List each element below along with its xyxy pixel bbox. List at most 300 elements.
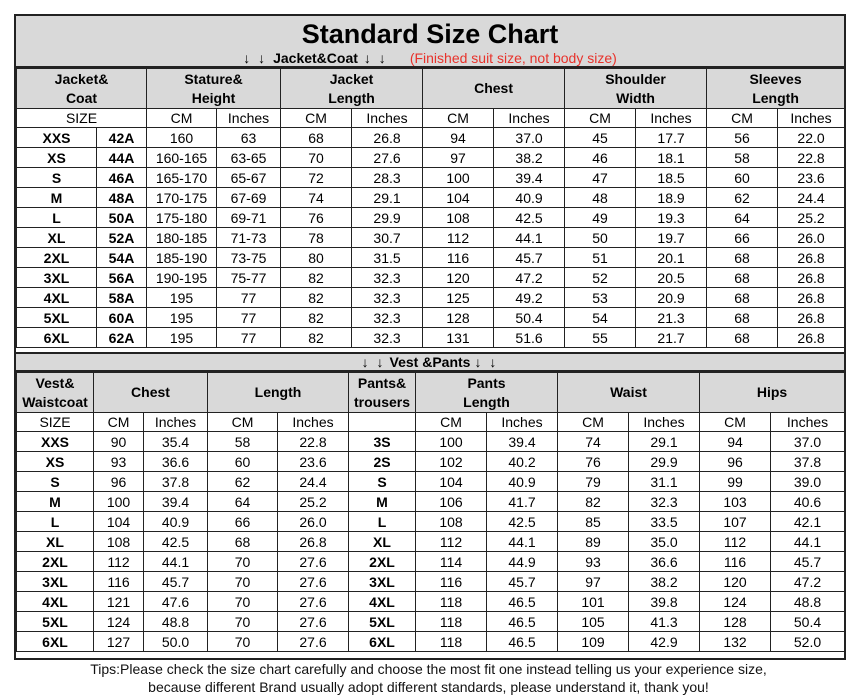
title-bar: [16, 16, 844, 68]
value-cell: 66: [208, 512, 278, 532]
size-code: 5XL: [349, 612, 416, 632]
value-cell: 82: [281, 288, 352, 308]
table-row: [17, 492, 845, 512]
value-cell: 31.5: [352, 248, 423, 268]
value-cell: 27.6: [278, 552, 349, 572]
value-cell: 37.0: [771, 432, 845, 452]
unit-inches: Inches: [636, 109, 707, 128]
value-cell: 68: [707, 328, 778, 348]
value-cell: 48: [565, 188, 636, 208]
value-cell: 108: [423, 208, 494, 228]
value-cell: 40.2: [487, 452, 558, 472]
value-cell: 160: [147, 128, 217, 148]
table-row: [17, 208, 845, 228]
size-code: XL: [17, 228, 97, 248]
value-cell: 66: [707, 228, 778, 248]
value-cell: 33.5: [629, 512, 700, 532]
value-cell: 21.7: [636, 328, 707, 348]
size-number: 54A: [97, 248, 147, 268]
value-cell: 131: [423, 328, 494, 348]
size-code: 2XL: [17, 248, 97, 268]
size-code: 2S: [349, 452, 416, 472]
size-code: 5XL: [17, 612, 94, 632]
value-cell: 62: [707, 188, 778, 208]
value-cell: 58: [707, 148, 778, 168]
value-cell: 64: [208, 492, 278, 512]
value-cell: 120: [700, 572, 771, 592]
value-cell: 26.8: [778, 288, 845, 308]
size-code: 2XL: [17, 552, 94, 572]
tips-line-2: because different Brand usually adopt different standards, please understand it, thank you!: [148, 679, 709, 695]
value-cell: 21.3: [636, 308, 707, 328]
value-cell: 89: [558, 532, 629, 552]
header-cell: Length: [208, 373, 349, 413]
value-cell: 65-67: [217, 168, 281, 188]
value-cell: 180-185: [147, 228, 217, 248]
value-cell: 170-175: [147, 188, 217, 208]
size-label: SIZE: [17, 109, 147, 128]
size-code: 4XL: [17, 288, 97, 308]
value-cell: 26.8: [278, 532, 349, 552]
value-cell: 20.1: [636, 248, 707, 268]
value-cell: 45: [565, 128, 636, 148]
value-cell: 29.9: [629, 452, 700, 472]
down-arrows-icon: ↓ ↓: [363, 50, 388, 66]
unit-cm: CM: [281, 109, 352, 128]
value-cell: 68: [208, 532, 278, 552]
value-cell: 35.0: [629, 532, 700, 552]
table-row: [17, 532, 845, 552]
value-cell: 120: [423, 268, 494, 288]
header-cell: Chest: [94, 373, 208, 413]
table-row: [17, 148, 845, 168]
size-code: 4XL: [17, 592, 94, 612]
value-cell: 97: [423, 148, 494, 168]
value-cell: 42.5: [494, 208, 565, 228]
size-code: M: [17, 492, 94, 512]
value-cell: 44.1: [487, 532, 558, 552]
value-cell: 68: [707, 268, 778, 288]
header-cell: Stature& Height: [147, 69, 281, 109]
value-cell: 96: [94, 472, 144, 492]
down-arrows-icon: ↓ ↓: [361, 354, 386, 370]
table-row: [17, 432, 845, 452]
size-number: 50A: [97, 208, 147, 228]
value-cell: 195: [147, 328, 217, 348]
value-cell: 125: [423, 288, 494, 308]
value-cell: 100: [416, 432, 487, 452]
value-cell: 27.6: [352, 148, 423, 168]
unit-cm: CM: [565, 109, 636, 128]
value-cell: 108: [94, 532, 144, 552]
table-row: [17, 632, 845, 652]
vest-unit-row: [17, 413, 845, 432]
value-cell: 28.3: [352, 168, 423, 188]
value-cell: 24.4: [778, 188, 845, 208]
vest-section-title: Vest &Pants: [389, 354, 471, 370]
value-cell: 27.6: [278, 612, 349, 632]
value-cell: 36.6: [629, 552, 700, 572]
value-cell: 60: [707, 168, 778, 188]
value-cell: 63-65: [217, 148, 281, 168]
value-cell: 48.8: [771, 592, 845, 612]
value-cell: 17.7: [636, 128, 707, 148]
size-code: L: [17, 208, 97, 228]
value-cell: 114: [416, 552, 487, 572]
table-row: [17, 128, 845, 148]
value-cell: 47: [565, 168, 636, 188]
value-cell: 52.0: [771, 632, 845, 652]
value-cell: 47.6: [144, 592, 208, 612]
value-cell: 32.3: [629, 492, 700, 512]
value-cell: 93: [94, 452, 144, 472]
value-cell: 82: [558, 492, 629, 512]
value-cell: 54: [565, 308, 636, 328]
size-code: XL: [349, 532, 416, 552]
value-cell: 63: [217, 128, 281, 148]
size-number: 60A: [97, 308, 147, 328]
value-cell: 35.4: [144, 432, 208, 452]
unit-inches: Inches: [217, 109, 281, 128]
size-code: 5XL: [17, 308, 97, 328]
value-cell: 23.6: [778, 168, 845, 188]
value-cell: 118: [416, 612, 487, 632]
value-cell: 19.7: [636, 228, 707, 248]
value-cell: 44.1: [144, 552, 208, 572]
value-cell: 85: [558, 512, 629, 532]
table-row: [17, 268, 845, 288]
value-cell: 41.7: [487, 492, 558, 512]
value-cell: 49.2: [494, 288, 565, 308]
value-cell: 67-69: [217, 188, 281, 208]
value-cell: 32.3: [352, 288, 423, 308]
value-cell: 128: [423, 308, 494, 328]
value-cell: 112: [423, 228, 494, 248]
value-cell: 55: [565, 328, 636, 348]
header-cell: Sleeves Length: [707, 69, 845, 109]
value-cell: 45.7: [771, 552, 845, 572]
size-number: 52A: [97, 228, 147, 248]
value-cell: 79: [558, 472, 629, 492]
value-cell: 68: [707, 248, 778, 268]
value-cell: 46: [565, 148, 636, 168]
value-cell: 42.5: [144, 532, 208, 552]
header-pants-trousers: Pants& trousers: [349, 373, 416, 413]
size-code: XXS: [17, 432, 94, 452]
value-cell: 70: [208, 572, 278, 592]
value-cell: 107: [700, 512, 771, 532]
value-cell: 96: [700, 452, 771, 472]
value-cell: 74: [558, 432, 629, 452]
value-cell: 40.9: [487, 472, 558, 492]
size-number: 46A: [97, 168, 147, 188]
size-code: 6XL: [17, 632, 94, 652]
table-row: [17, 328, 845, 348]
value-cell: 37.0: [494, 128, 565, 148]
value-cell: 44.1: [771, 532, 845, 552]
value-cell: 77: [217, 288, 281, 308]
value-cell: 39.0: [771, 472, 845, 492]
value-cell: 49: [565, 208, 636, 228]
value-cell: 68: [707, 308, 778, 328]
value-cell: 52: [565, 268, 636, 288]
unit-inches: Inches: [352, 109, 423, 128]
value-cell: 116: [416, 572, 487, 592]
value-cell: 20.5: [636, 268, 707, 288]
value-cell: 94: [700, 432, 771, 452]
value-cell: 70: [208, 632, 278, 652]
jacket-section-label: [243, 50, 617, 66]
value-cell: 36.6: [144, 452, 208, 472]
value-cell: 121: [94, 592, 144, 612]
value-cell: 18.1: [636, 148, 707, 168]
value-cell: 46.5: [487, 612, 558, 632]
table-row: [17, 248, 845, 268]
value-cell: 104: [94, 512, 144, 532]
size-code: XS: [17, 148, 97, 168]
value-cell: 104: [416, 472, 487, 492]
table-row: [17, 228, 845, 248]
value-cell: 56: [707, 128, 778, 148]
size-label: SIZE: [17, 413, 94, 432]
header-cell: Shoulder Width: [565, 69, 707, 109]
unit-cm: CM: [147, 109, 217, 128]
value-cell: 23.6: [278, 452, 349, 472]
table-row: [17, 288, 845, 308]
unit-inches: Inches: [494, 109, 565, 128]
unit-inches: Inches: [629, 413, 700, 432]
value-cell: 94: [423, 128, 494, 148]
header-cell: Waist: [558, 373, 700, 413]
value-cell: 51.6: [494, 328, 565, 348]
size-code: S: [17, 168, 97, 188]
value-cell: 26.8: [778, 248, 845, 268]
unit-cm: CM: [707, 109, 778, 128]
size-number: 44A: [97, 148, 147, 168]
value-cell: 45.7: [494, 248, 565, 268]
table-row: [17, 592, 845, 612]
value-cell: 93: [558, 552, 629, 572]
value-cell: 26.8: [352, 128, 423, 148]
value-cell: 26.8: [778, 268, 845, 288]
size-code: M: [17, 188, 97, 208]
table-row: [17, 188, 845, 208]
jacket-section-title: Jacket&Coat: [273, 50, 358, 66]
value-cell: 109: [558, 632, 629, 652]
value-cell: 25.2: [778, 208, 845, 228]
table-row: [17, 512, 845, 532]
size-code: M: [349, 492, 416, 512]
value-cell: 124: [94, 612, 144, 632]
down-arrows-icon: ↓ ↓: [243, 50, 268, 66]
value-cell: 20.9: [636, 288, 707, 308]
value-cell: 72: [281, 168, 352, 188]
value-cell: 185-190: [147, 248, 217, 268]
unit-cm: CM: [416, 413, 487, 432]
vest-pants-section-label: [16, 352, 844, 372]
size-code: XS: [17, 452, 94, 472]
jacket-coat-table: [16, 68, 845, 348]
value-cell: 24.4: [278, 472, 349, 492]
size-number: 42A: [97, 128, 147, 148]
value-cell: 77: [217, 328, 281, 348]
value-cell: 132: [700, 632, 771, 652]
tips-line-1: Tips:Please check the size chart carefully and choose the most fit one instead telling us your experience size,: [90, 661, 767, 677]
value-cell: 53: [565, 288, 636, 308]
value-cell: 165-170: [147, 168, 217, 188]
value-cell: 42.5: [487, 512, 558, 532]
value-cell: 103: [700, 492, 771, 512]
value-cell: 70: [208, 552, 278, 572]
value-cell: 50.0: [144, 632, 208, 652]
value-cell: 40.9: [144, 512, 208, 532]
value-cell: 195: [147, 288, 217, 308]
value-cell: 76: [281, 208, 352, 228]
value-cell: 26.0: [278, 512, 349, 532]
value-cell: 116: [700, 552, 771, 572]
value-cell: 45.7: [144, 572, 208, 592]
header-cell: Jacket Length: [281, 69, 423, 109]
value-cell: 190-195: [147, 268, 217, 288]
header-vest-waistcoat: Vest& Waistcoat: [17, 373, 94, 413]
unit-cm: CM: [558, 413, 629, 432]
value-cell: 18.5: [636, 168, 707, 188]
value-cell: 73-75: [217, 248, 281, 268]
size-code: 2XL: [349, 552, 416, 572]
value-cell: 27.6: [278, 572, 349, 592]
size-code: 3S: [349, 432, 416, 452]
table-row: [17, 572, 845, 592]
unit-inches: Inches: [487, 413, 558, 432]
jacket-unit-row: [17, 109, 845, 128]
unit-cm: CM: [423, 109, 494, 128]
value-cell: 70: [208, 612, 278, 632]
value-cell: 90: [94, 432, 144, 452]
unit-inches: Inches: [278, 413, 349, 432]
header-jacket-coat: Jacket& Coat: [17, 69, 147, 109]
table-row: [17, 552, 845, 572]
vest-header-row: [17, 373, 845, 413]
value-cell: 76: [558, 452, 629, 472]
value-cell: 116: [94, 572, 144, 592]
value-cell: 47.2: [494, 268, 565, 288]
header-cell: Hips: [700, 373, 845, 413]
value-cell: 78: [281, 228, 352, 248]
value-cell: 39.4: [144, 492, 208, 512]
value-cell: 124: [700, 592, 771, 612]
value-cell: 101: [558, 592, 629, 612]
value-cell: 106: [416, 492, 487, 512]
header-cell: Chest: [423, 69, 565, 109]
value-cell: 42.1: [771, 512, 845, 532]
value-cell: 37.8: [144, 472, 208, 492]
finished-size-note: (Finished suit size, not body size): [409, 50, 617, 66]
value-cell: 69-71: [217, 208, 281, 228]
value-cell: 29.1: [352, 188, 423, 208]
value-cell: 48.8: [144, 612, 208, 632]
value-cell: 195: [147, 308, 217, 328]
value-cell: 29.1: [629, 432, 700, 452]
value-cell: 77: [217, 308, 281, 328]
value-cell: 27.6: [278, 632, 349, 652]
value-cell: 112: [700, 532, 771, 552]
value-cell: 82: [281, 328, 352, 348]
value-cell: 22.8: [778, 148, 845, 168]
value-cell: 82: [281, 308, 352, 328]
vest-pants-table: [16, 372, 845, 652]
value-cell: 39.8: [629, 592, 700, 612]
value-cell: 46.5: [487, 632, 558, 652]
unit-cm: CM: [208, 413, 278, 432]
tips-text: [0, 660, 857, 696]
size-code: 3XL: [17, 268, 97, 288]
value-cell: 58: [208, 432, 278, 452]
value-cell: 19.3: [636, 208, 707, 228]
pants-size-blank: [349, 413, 416, 432]
value-cell: 31.1: [629, 472, 700, 492]
value-cell: 22.0: [778, 128, 845, 148]
unit-inches: Inches: [771, 413, 845, 432]
value-cell: 68: [707, 288, 778, 308]
value-cell: 44.1: [494, 228, 565, 248]
value-cell: 50.4: [494, 308, 565, 328]
value-cell: 70: [281, 148, 352, 168]
down-arrows-icon: ↓ ↓: [474, 354, 499, 370]
value-cell: 32.3: [352, 328, 423, 348]
value-cell: 128: [700, 612, 771, 632]
size-code: L: [349, 512, 416, 532]
value-cell: 75-77: [217, 268, 281, 288]
value-cell: 108: [416, 512, 487, 532]
value-cell: 26.0: [778, 228, 845, 248]
value-cell: 50: [565, 228, 636, 248]
value-cell: 32.3: [352, 268, 423, 288]
value-cell: 74: [281, 188, 352, 208]
value-cell: 37.8: [771, 452, 845, 472]
value-cell: 32.3: [352, 308, 423, 328]
chart-title: Standard Size Chart: [301, 19, 559, 49]
size-code: L: [17, 512, 94, 532]
value-cell: 46.5: [487, 592, 558, 612]
unit-inches: Inches: [144, 413, 208, 432]
value-cell: 40.9: [494, 188, 565, 208]
value-cell: 25.2: [278, 492, 349, 512]
value-cell: 51: [565, 248, 636, 268]
value-cell: 29.9: [352, 208, 423, 228]
size-code: 6XL: [17, 328, 97, 348]
value-cell: 71-73: [217, 228, 281, 248]
value-cell: 47.2: [771, 572, 845, 592]
value-cell: 100: [94, 492, 144, 512]
value-cell: 38.2: [494, 148, 565, 168]
value-cell: 45.7: [487, 572, 558, 592]
value-cell: 118: [416, 592, 487, 612]
value-cell: 80: [281, 248, 352, 268]
value-cell: 18.9: [636, 188, 707, 208]
value-cell: 100: [423, 168, 494, 188]
unit-cm: CM: [700, 413, 771, 432]
value-cell: 27.6: [278, 592, 349, 612]
size-code: 3XL: [349, 572, 416, 592]
header-cell: Pants Length: [416, 373, 558, 413]
size-code: 3XL: [17, 572, 94, 592]
value-cell: 39.4: [494, 168, 565, 188]
value-cell: 99: [700, 472, 771, 492]
value-cell: 102: [416, 452, 487, 472]
value-cell: 30.7: [352, 228, 423, 248]
unit-inches: Inches: [778, 109, 845, 128]
value-cell: 41.3: [629, 612, 700, 632]
